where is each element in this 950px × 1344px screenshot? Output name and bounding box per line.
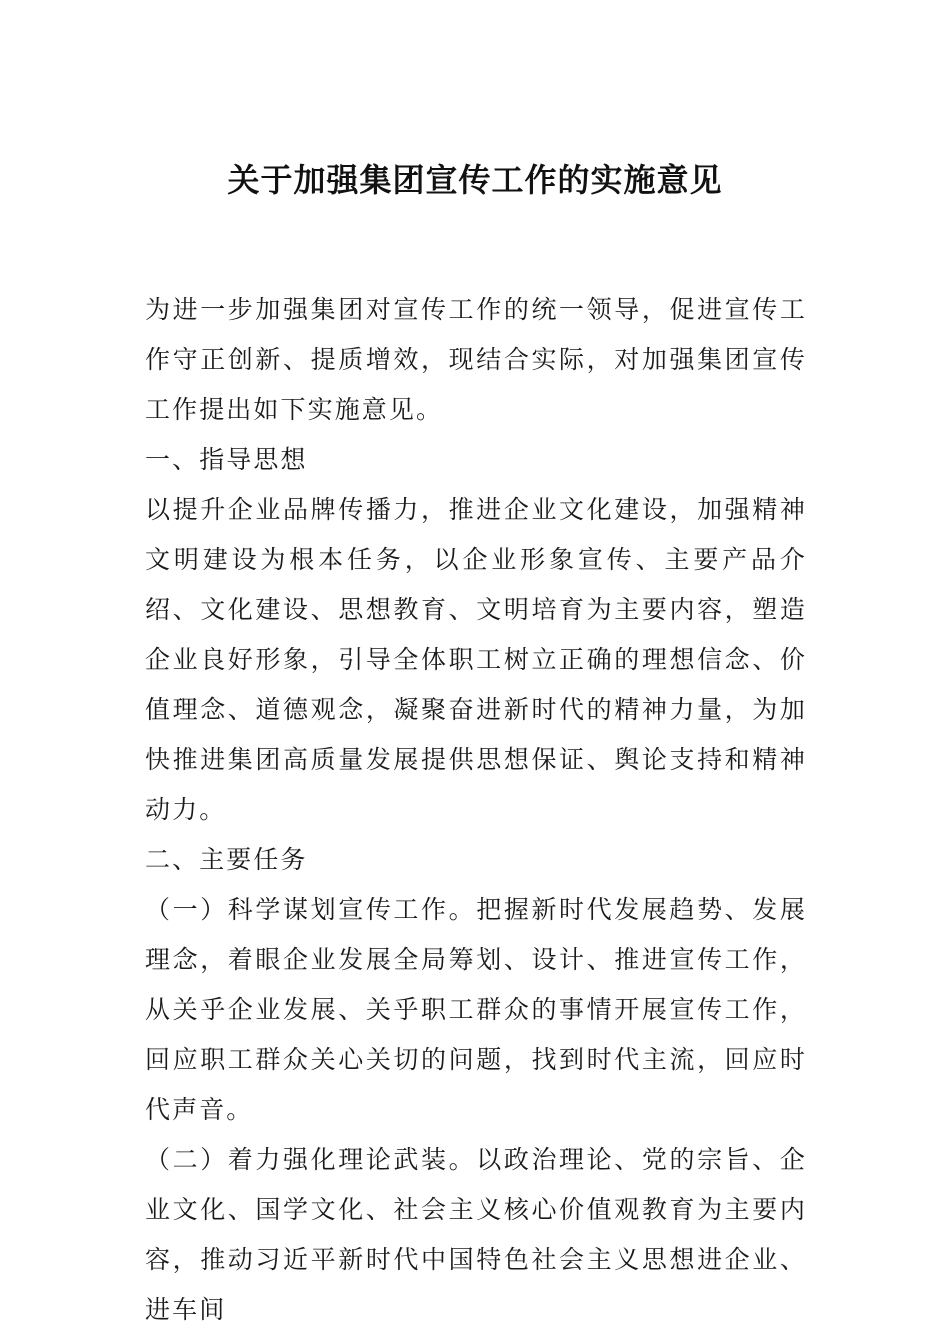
intro-paragraph: 为进一步加强集团对宣传工作的统一领导，促进宣传工作守正创新、提质增效，现结合实际，对加强集团宣传工作提出如下实施意见。 — [145, 295, 807, 424]
section-heading-guiding-ideology: 一、指导思想 — [145, 445, 308, 474]
section-heading-main-tasks: 二、主要任务 — [145, 845, 308, 874]
document-title: 关于加强集团宣传工作的实施意见 — [227, 161, 723, 199]
guiding-ideology-paragraph: 以提升企业品牌传播力，推进企业文化建设，加强精神文明建设为根本任务，以企业形象宣传、主要产品介绍、文化建设、思想教育、文明培育为主要内容，塑造企业良好形象，引导全体职工树立正确的理想信念、价值理念、道德观念，凝聚奋进新时代的精神力量，为加快推进集团高质量发展提供思想保证、舆论支持和精神动力。 — [145, 495, 807, 824]
task-1-paragraph: （一）科学谋划宣传工作。把握新时代发展趋势、发展理念，着眼企业发展全局筹划、设计、推进宣传工作，从关乎企业发展、关乎职工群众的事情开展宣传工作，回应职工群众关心关切的问题，找到时代主流，回应时代声音。 — [145, 895, 807, 1124]
task-2-paragraph: （二）着力强化理论武装。以政治理论、党的宗旨、企业文化、国学文化、社会主义核心价值观教育为主要内容，推动习近平新时代中国特色社会主义思想进企业、进车间 — [145, 1145, 807, 1324]
document-body — [145, 285, 807, 1335]
